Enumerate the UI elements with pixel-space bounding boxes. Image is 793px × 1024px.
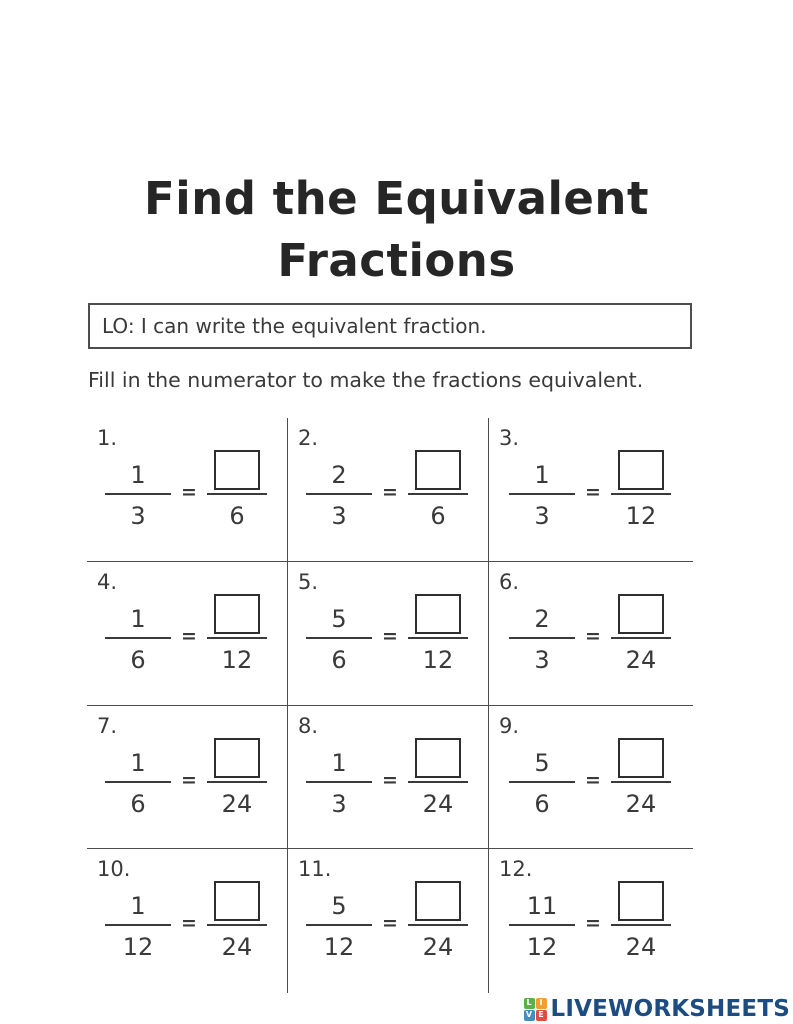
answer-denominator: 24 — [625, 933, 657, 962]
equals-sign: = — [585, 481, 601, 503]
given-fraction — [306, 606, 372, 674]
problem-cell — [489, 562, 693, 706]
equation-row — [499, 450, 689, 530]
equation-row — [97, 738, 283, 818]
problem-number: 5. — [298, 569, 319, 594]
equation-row — [499, 881, 689, 961]
given-numerator: 1 — [130, 748, 146, 777]
equals-sign: = — [181, 768, 197, 791]
fraction-bar — [408, 493, 468, 495]
answer-fraction — [207, 738, 267, 818]
fraction-bar — [408, 781, 468, 783]
answer-input-box[interactable] — [415, 881, 461, 921]
equation-row — [97, 450, 283, 530]
logo-letter-v: V — [524, 1010, 535, 1021]
problem-number: 9. — [499, 713, 520, 738]
answer-denominator: 24 — [221, 789, 253, 818]
problem-number: 11. — [298, 857, 332, 882]
answer-fraction — [611, 450, 671, 530]
title-line-1: Find the Equivalent — [144, 172, 649, 225]
equals-sign: = — [585, 624, 601, 647]
instruction-text: Fill in the numerator to make the fractions equivalent. — [88, 368, 644, 392]
equals-sign: = — [181, 481, 197, 503]
given-denominator: 12 — [122, 933, 154, 962]
given-denominator: 3 — [130, 502, 146, 530]
equation-row — [97, 594, 283, 674]
equation-row — [298, 594, 484, 674]
given-numerator: 1 — [130, 604, 146, 633]
fraction-bar — [105, 781, 171, 783]
given-denominator: 12 — [526, 933, 558, 962]
given-fraction — [105, 893, 171, 961]
problem-cell — [288, 562, 489, 706]
problem-cell — [87, 562, 288, 706]
given-fraction — [509, 750, 575, 818]
given-fraction — [509, 606, 575, 674]
fraction-bar — [611, 924, 671, 926]
answer-denominator: 24 — [422, 933, 454, 962]
answer-denominator: 24 — [422, 789, 454, 818]
fraction-bar — [509, 637, 575, 639]
given-fraction — [105, 462, 171, 530]
answer-denominator: 12 — [221, 645, 253, 674]
fraction-bar — [509, 781, 575, 783]
answer-input-box[interactable] — [618, 881, 664, 921]
equals-sign: = — [382, 624, 398, 647]
fraction-bar — [207, 493, 267, 495]
answer-fraction — [408, 594, 468, 674]
answer-input-box[interactable] — [214, 450, 260, 490]
equation-row — [499, 738, 689, 818]
given-fraction — [306, 893, 372, 961]
equals-sign: = — [382, 768, 398, 791]
answer-fraction — [207, 594, 267, 674]
problem-number: 6. — [499, 569, 520, 594]
fraction-bar — [105, 493, 171, 495]
fraction-bar — [611, 637, 671, 639]
answer-input-box[interactable] — [618, 738, 664, 778]
fraction-bar — [408, 637, 468, 639]
answer-denominator: 12 — [422, 645, 454, 674]
answer-fraction — [611, 594, 671, 674]
equation-row — [298, 738, 484, 818]
given-numerator: 5 — [331, 892, 347, 921]
equals-sign: = — [181, 624, 197, 647]
answer-fraction — [207, 450, 267, 530]
problems-grid — [87, 418, 693, 993]
fraction-bar — [306, 924, 372, 926]
answer-input-box[interactable] — [618, 450, 664, 490]
answer-input-box[interactable] — [415, 450, 461, 490]
given-numerator: 2 — [534, 604, 550, 633]
problem-cell — [288, 849, 489, 993]
problem-number: 4. — [97, 569, 118, 594]
fraction-bar — [509, 493, 575, 495]
fraction-bar — [207, 924, 267, 926]
answer-fraction — [408, 450, 468, 530]
answer-denominator: 6 — [430, 502, 446, 530]
footer-logo — [524, 996, 790, 1022]
answer-denominator: 24 — [221, 933, 253, 962]
given-denominator: 6 — [130, 789, 146, 818]
fraction-bar — [105, 637, 171, 639]
worksheet-title — [0, 168, 793, 292]
answer-denominator: 6 — [229, 502, 245, 530]
given-denominator: 3 — [331, 789, 347, 818]
logo-letter-i: I — [536, 998, 547, 1009]
problem-number: 8. — [298, 713, 319, 738]
answer-input-box[interactable] — [415, 738, 461, 778]
given-numerator: 1 — [130, 892, 146, 921]
given-fraction — [105, 606, 171, 674]
fraction-bar — [207, 781, 267, 783]
problem-number: 12. — [499, 857, 533, 882]
equals-sign: = — [585, 912, 601, 935]
equals-sign: = — [181, 912, 197, 935]
given-numerator: 5 — [534, 748, 550, 777]
answer-input-box[interactable] — [214, 738, 260, 778]
equation-row — [499, 594, 689, 674]
given-numerator: 2 — [331, 461, 347, 489]
given-denominator: 6 — [534, 789, 550, 818]
answer-denominator: 24 — [625, 789, 657, 818]
fraction-bar — [306, 493, 372, 495]
given-fraction — [306, 462, 372, 530]
answer-fraction — [207, 881, 267, 961]
answer-denominator: 24 — [625, 645, 657, 674]
learning-objective-box — [88, 303, 692, 349]
problem-cell — [87, 418, 288, 562]
equals-sign: = — [382, 481, 398, 503]
given-denominator: 3 — [331, 502, 347, 530]
problem-cell — [87, 849, 288, 993]
problem-cell — [288, 706, 489, 850]
equation-row — [298, 881, 484, 961]
given-fraction — [105, 750, 171, 818]
given-fraction — [306, 750, 372, 818]
fraction-bar — [611, 493, 671, 495]
answer-input-box[interactable] — [618, 594, 664, 634]
answer-denominator: 12 — [625, 502, 657, 530]
learning-objective-text: LO: I can write the equivalent fraction. — [102, 314, 487, 338]
fraction-bar — [306, 637, 372, 639]
problem-cell — [288, 418, 489, 562]
equation-row — [97, 881, 283, 961]
problem-cell — [87, 706, 288, 850]
answer-input-box[interactable] — [214, 881, 260, 921]
problem-number: 1. — [97, 426, 118, 450]
given-numerator: 1 — [130, 461, 146, 489]
logo-letter-e: E — [536, 1010, 547, 1021]
answer-input-box[interactable] — [214, 594, 260, 634]
problem-number: 10. — [97, 857, 131, 882]
problem-cell — [489, 418, 693, 562]
fraction-bar — [105, 924, 171, 926]
given-numerator: 5 — [331, 604, 347, 633]
problem-number: 2. — [298, 426, 319, 450]
answer-fraction — [611, 881, 671, 961]
logo-letter-l: L — [524, 998, 535, 1009]
problem-number: 3. — [499, 426, 520, 450]
given-fraction — [509, 893, 575, 961]
given-denominator: 3 — [534, 502, 550, 530]
equals-sign: = — [585, 768, 601, 791]
answer-fraction — [408, 881, 468, 961]
given-denominator: 3 — [534, 645, 550, 674]
fraction-bar — [509, 924, 575, 926]
problem-number: 7. — [97, 713, 118, 738]
given-numerator: 11 — [526, 892, 558, 921]
answer-input-box[interactable] — [415, 594, 461, 634]
title-line-2: Fractions — [277, 234, 516, 287]
fraction-bar — [611, 781, 671, 783]
given-denominator: 6 — [130, 645, 146, 674]
given-numerator: 1 — [534, 461, 550, 489]
liveworksheets-wordmark: LIVEWORKSHEETS — [550, 996, 790, 1022]
equation-row — [298, 450, 484, 530]
given-numerator: 1 — [331, 748, 347, 777]
fraction-bar — [408, 924, 468, 926]
equals-sign: = — [382, 912, 398, 935]
answer-fraction — [611, 738, 671, 818]
given-denominator: 6 — [331, 645, 347, 674]
fraction-bar — [306, 781, 372, 783]
problem-cell — [489, 706, 693, 850]
liveworksheets-icon — [524, 998, 547, 1021]
fraction-bar — [207, 637, 267, 639]
problem-cell — [489, 849, 693, 993]
given-denominator: 12 — [323, 933, 355, 962]
answer-fraction — [408, 738, 468, 818]
given-fraction — [509, 462, 575, 530]
